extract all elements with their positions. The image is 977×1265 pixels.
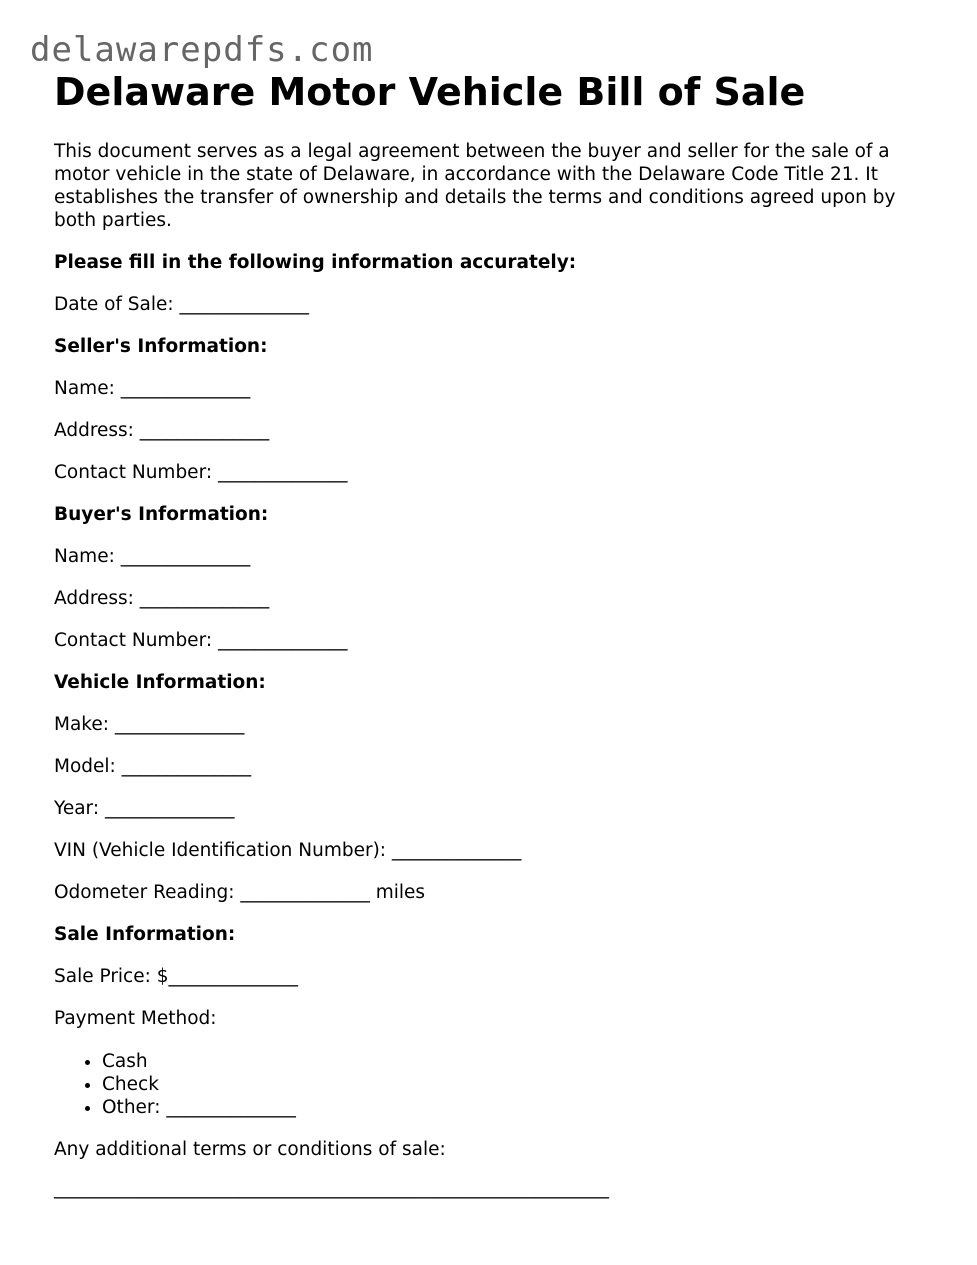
payment-method-label: Payment Method: [54,1008,217,1029]
vehicle-model-field[interactable]: Model: ______________ [54,756,252,777]
intro-paragraph: This document serves as a legal agreement between the buyer and seller for the sale of a motor vehicle in the state of Delaware, in accordance with the Delaware Code Title 21. It establishes the transfer of ownership and details the terms and conditions agreed upon by both parties. [54,141,896,231]
payment-option-other[interactable]: • Other: ______________ [102,1096,934,1119]
vehicle-year-field[interactable]: Year: ______________ [54,798,235,819]
instruction-text: Please fill in the following information accurately: [54,252,577,273]
document-page [54,68,934,1200]
sale-heading: Sale Information: [54,924,236,945]
buyer-name-field[interactable]: Name: ______________ [54,546,251,567]
site-watermark: delawarepdfs.com [30,30,374,70]
seller-address-field[interactable]: Address: ______________ [54,420,270,441]
vehicle-odometer-field[interactable]: Odometer Reading: ______________ miles [54,882,426,903]
seller-contact-field[interactable]: Contact Number: ______________ [54,462,348,483]
buyer-heading: Buyer's Information: [54,504,269,525]
payment-method-list [54,1050,934,1119]
vehicle-make-field[interactable]: Make: ______________ [54,714,245,735]
sale-price-field[interactable]: Sale Price: $______________ [54,966,298,987]
date-of-sale-field[interactable]: Date of Sale: ______________ [54,294,310,315]
document-title: Delaware Motor Vehicle Bill of Sale [54,70,806,114]
additional-terms-field[interactable]: ____________________________________________________________ [54,1178,609,1199]
vehicle-heading: Vehicle Information: [54,672,266,693]
vehicle-vin-field[interactable]: VIN (Vehicle Identification Number): ______________ [54,840,522,861]
seller-name-field[interactable]: Name: ______________ [54,378,251,399]
seller-heading: Seller's Information: [54,336,268,357]
buyer-contact-field[interactable]: Contact Number: ______________ [54,630,348,651]
payment-option-check[interactable]: • Check [102,1073,934,1096]
additional-terms-label: Any additional terms or conditions of sale: [54,1139,446,1160]
buyer-address-field[interactable]: Address: ______________ [54,588,270,609]
payment-option-cash[interactable]: • Cash [102,1050,934,1073]
